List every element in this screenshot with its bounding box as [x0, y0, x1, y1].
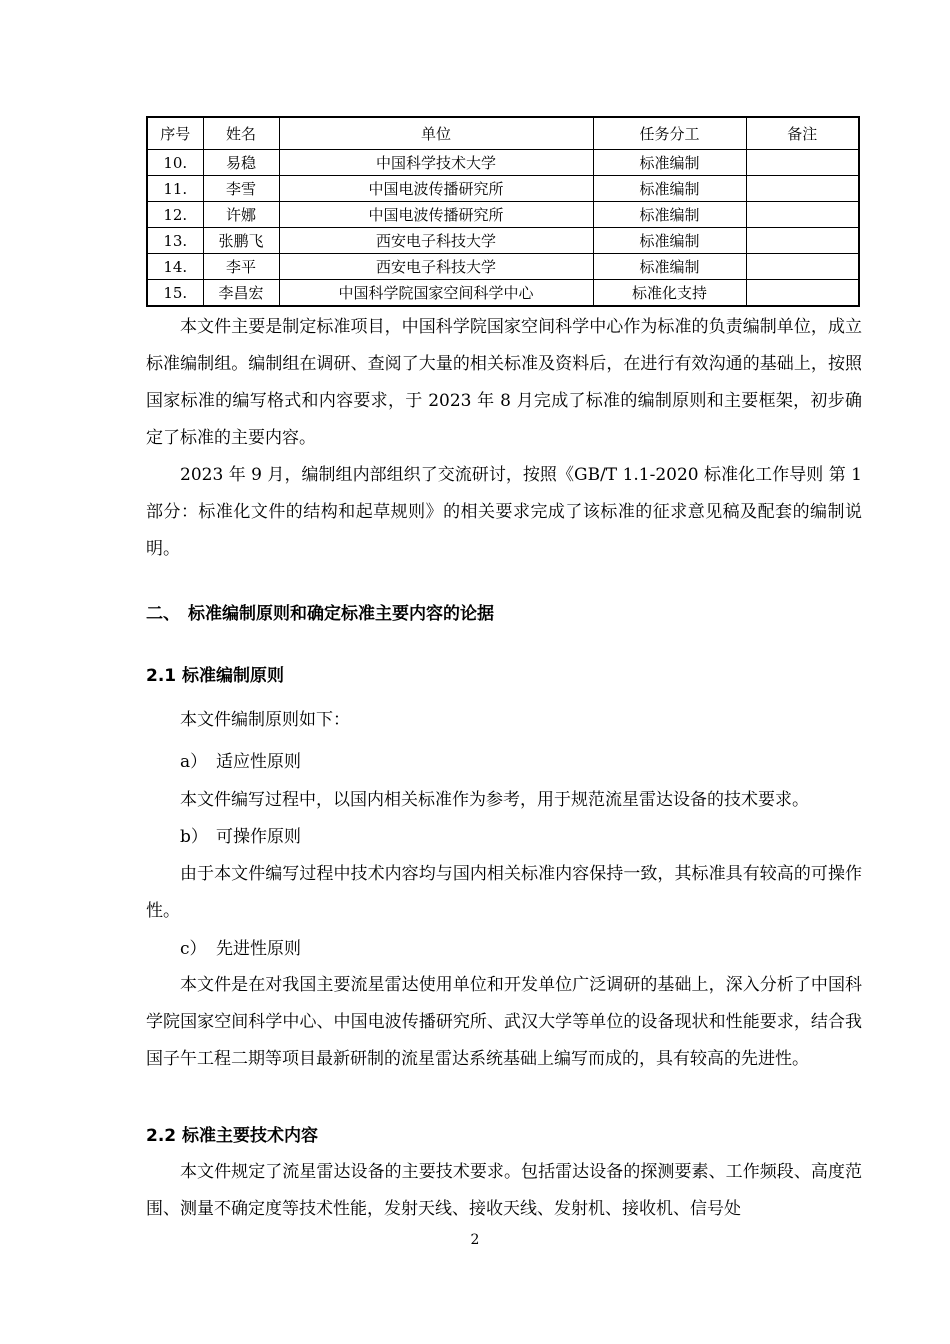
table-row — [147, 280, 859, 307]
header-unit: 单位 — [279, 117, 593, 150]
cell-index: 11. — [147, 176, 203, 202]
cell-unit: 中国电波传播研究所 — [279, 176, 593, 202]
paragraph-process: 本文件主要是制定标准项目，中国科学院国家空间科学中心作为标准的负责编制单位，成立标准编制组。编制组在调研、查阅了大量的相关标准及资料后，在进行有效沟通的基础上，按照国家标准的编写格式和内容要求，于 2023 年 8 月完成了标准的编制原则和主要框架，初步确定了标准的主要内容。 — [146, 317, 862, 448]
principle-marker: b） — [180, 827, 208, 847]
cell-unit: 中国科学技术大学 — [279, 150, 593, 176]
principle-marker: c） — [180, 939, 207, 959]
cell-index: 13. — [147, 228, 203, 254]
principle-title: 先进性原则 — [216, 939, 301, 959]
principle-b-text: 由于本文件编写过程中技术内容均与国内相关标准内容保持一致，其标准具有较高的可操作性。 — [146, 864, 862, 921]
cell-remark — [746, 228, 859, 254]
cell-task: 标准编制 — [593, 228, 746, 254]
staff-table — [146, 116, 860, 307]
header-task: 任务分工 — [593, 117, 746, 150]
section-number: 二、 — [146, 604, 180, 624]
principle-c-title — [180, 937, 301, 961]
principle-title: 可操作原则 — [216, 827, 301, 847]
principle-c-text: 本文件是在对我国主要流星雷达使用单位和开发单位广泛调研的基础上，深入分析了中国科学院国家空间科学中心、中国电波传播研究所、武汉大学等单位的设备现状和性能要求，结合我国子午工程二期等项目最新研制的流星雷达系统基础上编写而成的，具有较高的先进性。 — [146, 975, 862, 1069]
cell-name: 张鹏飞 — [203, 228, 279, 254]
cell-task: 标准化支持 — [593, 280, 746, 307]
section-heading-2-1: 2.1 标准编制原则 — [146, 666, 285, 686]
cell-name: 李昌宏 — [203, 280, 279, 307]
cell-remark — [746, 202, 859, 228]
cell-task: 标准编制 — [593, 202, 746, 228]
cell-name: 许娜 — [203, 202, 279, 228]
principle-marker: a） — [180, 752, 208, 772]
table-row — [147, 202, 859, 228]
paragraph-technical-content: 本文件规定了流星雷达设备的主要技术要求。包括雷达设备的探测要素、工作频段、高度范围、测量不确定度等技术性能，发射天线、接收天线、发射机、接收机、信号处 — [146, 1162, 862, 1219]
cell-name: 易稳 — [203, 150, 279, 176]
page-number: 2 — [470, 1232, 480, 1248]
cell-index: 12. — [147, 202, 203, 228]
table-row — [147, 254, 859, 280]
section-heading-2 — [146, 602, 494, 626]
cell-remark — [746, 150, 859, 176]
paragraph-discussion: 2023 年 9 月，编制组内部组织了交流研讨，按照《GB/T 1.1-2020 标准化工作导则 第 1 部分：标准化文件的结构和起草规则》的相关要求完成了该标准的征求意见稿及配套的编制说明。 — [146, 465, 862, 559]
header-name: 姓名 — [203, 117, 279, 150]
cell-index: 15. — [147, 280, 203, 307]
principle-b-title — [180, 825, 301, 849]
cell-task: 标准编制 — [593, 254, 746, 280]
cell-unit: 西安电子科技大学 — [279, 228, 593, 254]
principle-a-text: 本文件编写过程中，以国内相关标准作为参考，用于规范流星雷达设备的技术要求。 — [180, 790, 809, 810]
table-row — [147, 228, 859, 254]
table-row — [147, 150, 859, 176]
principle-title: 适应性原则 — [216, 752, 301, 772]
cell-index: 10. — [147, 150, 203, 176]
cell-remark — [746, 280, 859, 307]
cell-task: 标准编制 — [593, 150, 746, 176]
cell-index: 14. — [147, 254, 203, 280]
cell-unit: 中国科学院国家空间科学中心 — [279, 280, 593, 307]
table-row — [147, 176, 859, 202]
principle-a-title — [180, 750, 301, 774]
header-index: 序号 — [147, 117, 203, 150]
cell-name: 李平 — [203, 254, 279, 280]
header-remark: 备注 — [746, 117, 859, 150]
cell-remark — [746, 176, 859, 202]
cell-unit: 西安电子科技大学 — [279, 254, 593, 280]
section-heading-2-2: 2.2 标准主要技术内容 — [146, 1126, 319, 1146]
cell-task: 标准编制 — [593, 176, 746, 202]
cell-name: 李雪 — [203, 176, 279, 202]
table-header-row — [147, 117, 859, 150]
cell-remark — [746, 254, 859, 280]
section-title: 标准编制原则和确定标准主要内容的论据 — [188, 604, 494, 624]
cell-unit: 中国电波传播研究所 — [279, 202, 593, 228]
principles-intro: 本文件编制原则如下： — [180, 710, 350, 730]
